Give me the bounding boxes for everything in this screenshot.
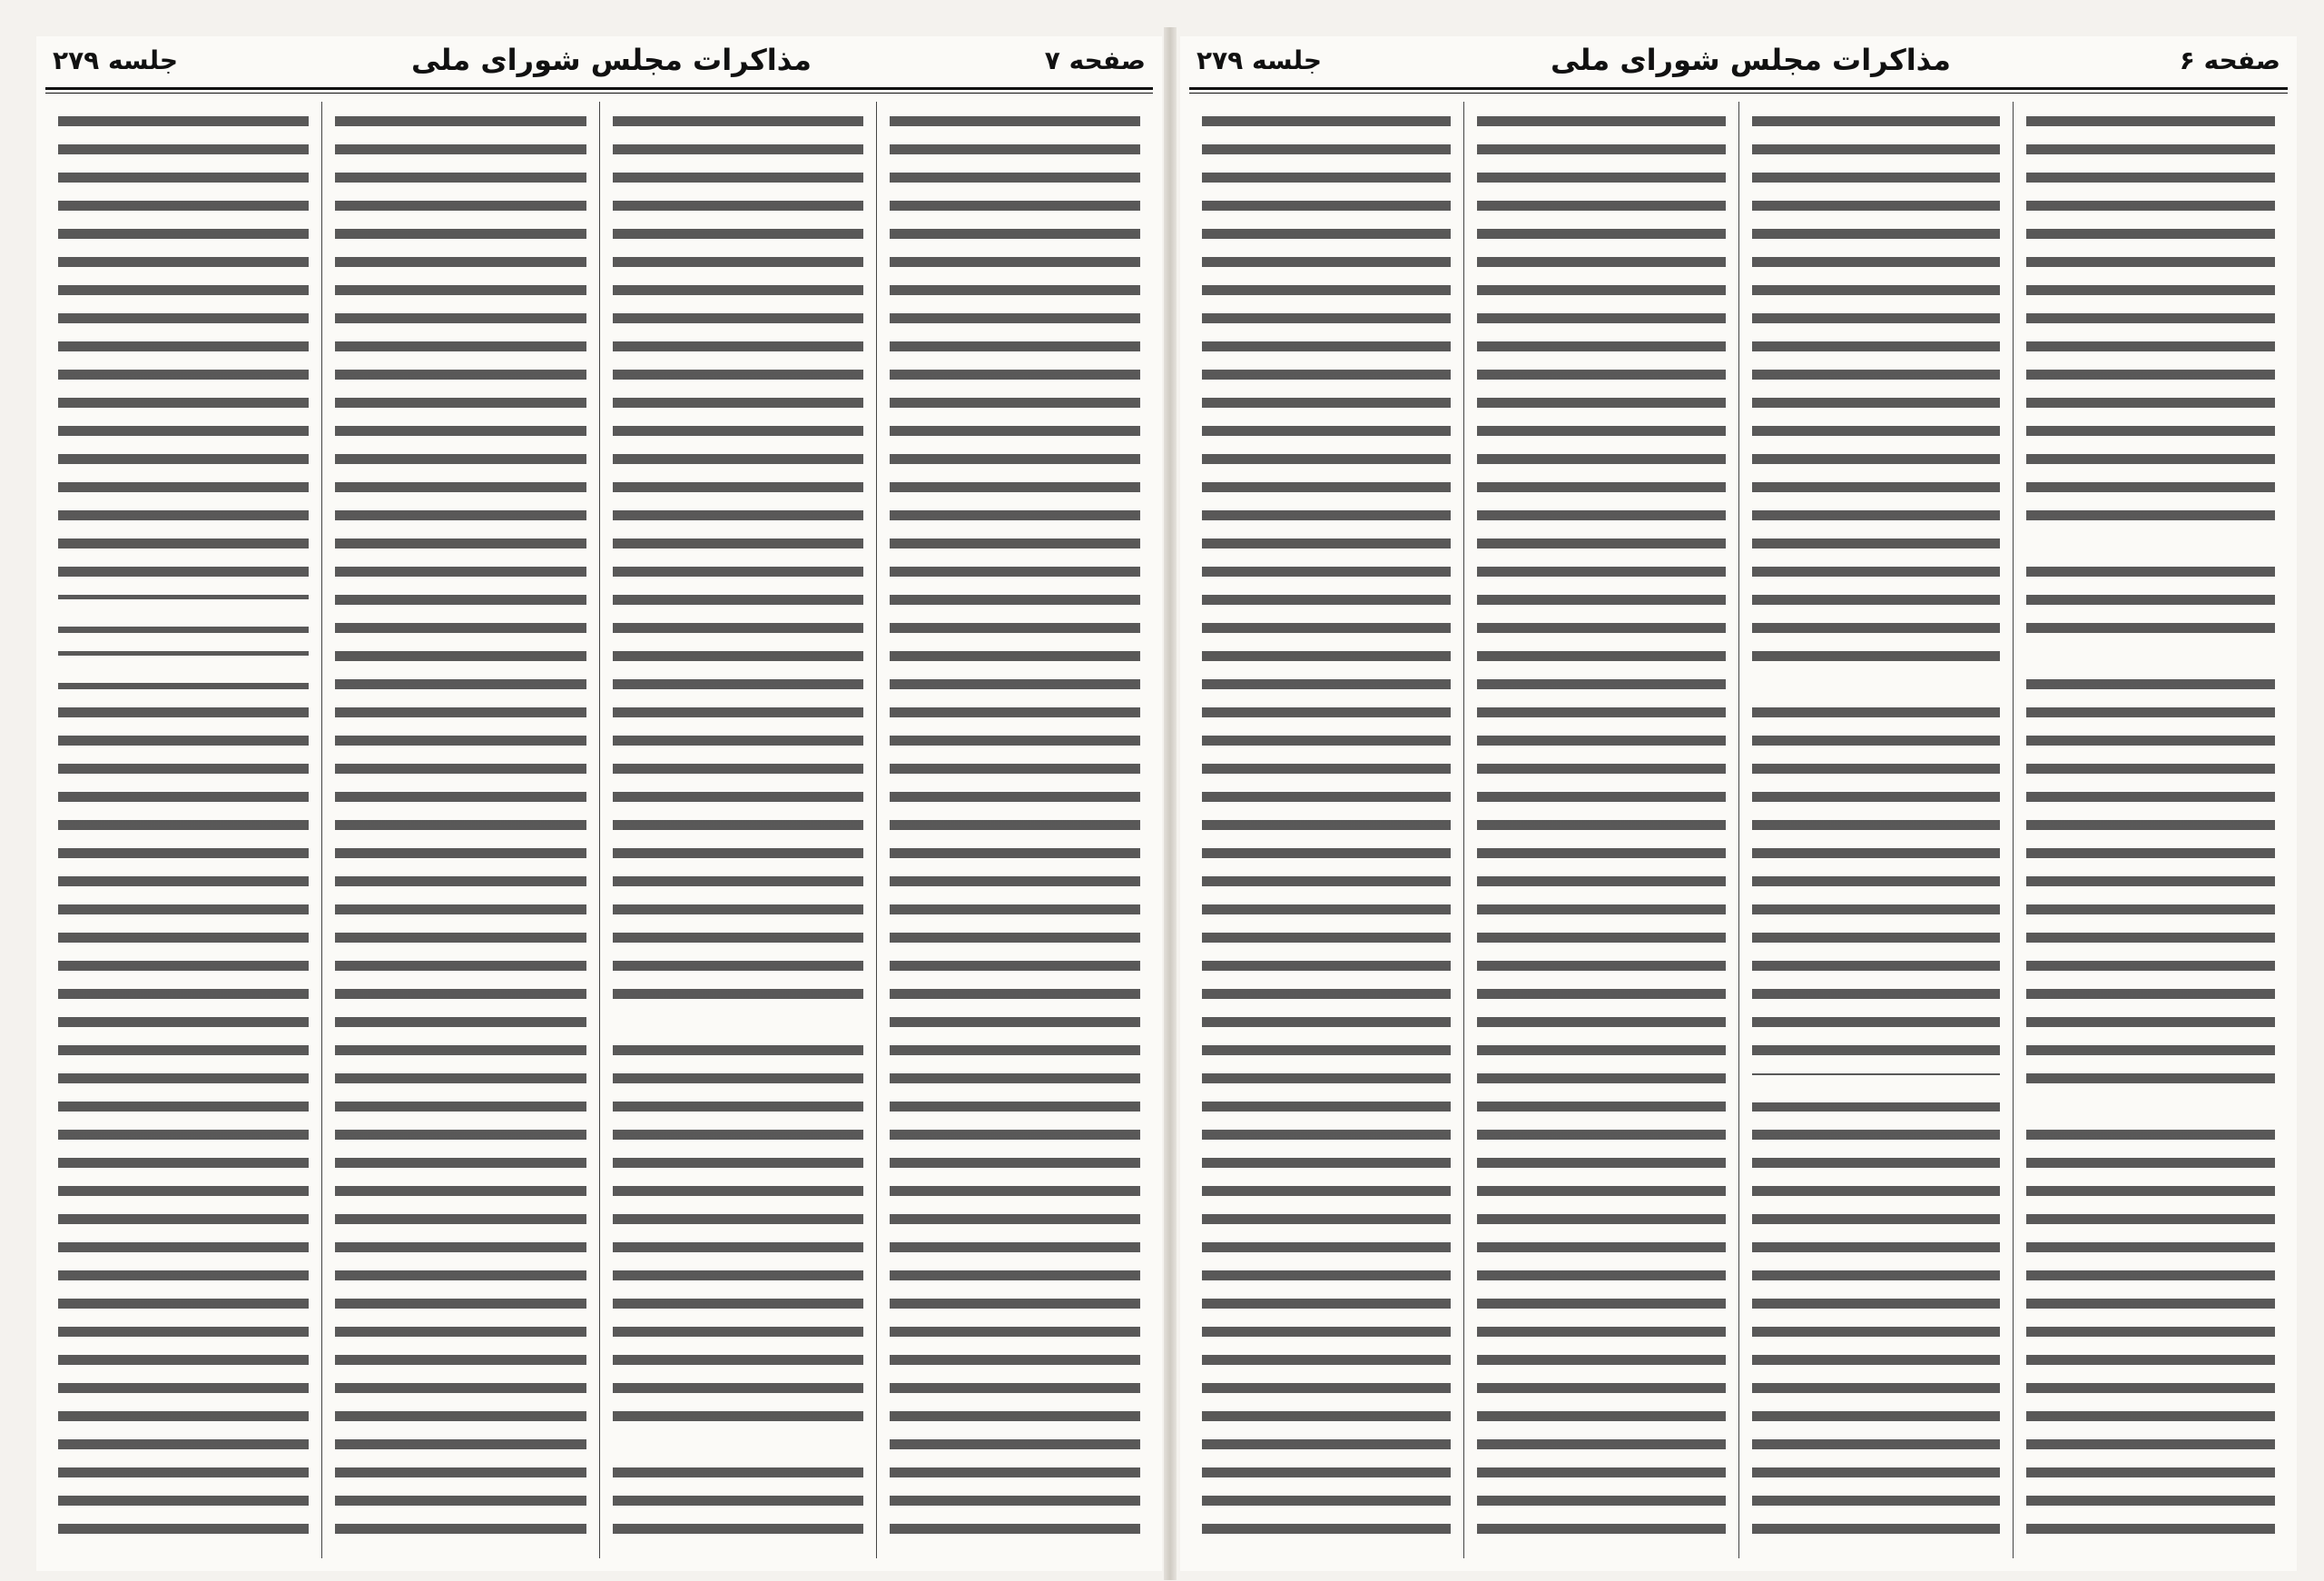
text-lines <box>1477 109 1726 1551</box>
section-heading <box>1752 1075 2001 1102</box>
right-column-3 <box>1464 102 1739 1558</box>
right-column-1 <box>2014 102 2288 1558</box>
text-lines <box>335 109 586 1551</box>
right-column-4 <box>1189 102 1464 1558</box>
column-text <box>1752 107 2001 143</box>
right-page-title: مذاکرات مجلس شورای ملی <box>1550 43 1951 77</box>
right-page <box>1180 36 2297 1571</box>
right-header-rule-thin <box>1189 93 2288 94</box>
text-lines <box>1202 109 1451 1551</box>
column-text <box>335 107 586 143</box>
column-text <box>1202 107 1451 143</box>
left-page-session: جلسه ۲۷۹ <box>53 44 179 75</box>
right-page-columns <box>1189 102 2288 1558</box>
left-header-rule-thin <box>45 93 1153 94</box>
column-text <box>613 107 863 143</box>
left-column-1 <box>877 102 1153 1558</box>
column-text <box>1477 107 1726 143</box>
section-heading <box>58 656 309 683</box>
right-page-number: صفحه ۶ <box>2179 44 2280 75</box>
right-page-header <box>1180 36 2297 84</box>
section-heading <box>2026 636 2275 663</box>
left-column-3 <box>322 102 599 1558</box>
section-heading <box>2026 1092 2275 1119</box>
text-lines <box>2026 109 2275 1551</box>
left-page-columns <box>45 102 1153 1558</box>
section-heading <box>2026 529 2275 556</box>
text-lines <box>1752 109 2001 1551</box>
left-page <box>36 36 1162 1571</box>
left-page-title: مذاکرات مجلس شورای ملی <box>410 43 812 77</box>
text-lines <box>890 109 1140 1551</box>
column-text <box>890 107 1140 143</box>
section-heading <box>1752 674 2001 701</box>
left-header-rule <box>45 87 1153 90</box>
text-lines <box>613 109 863 1551</box>
section-heading <box>58 599 309 627</box>
column-text <box>2026 107 2275 143</box>
right-header-rule <box>1189 87 2288 90</box>
text-lines <box>58 109 309 1551</box>
right-column-2 <box>1739 102 2014 1558</box>
left-column-4 <box>45 102 322 1558</box>
left-page-number: صفحه ۷ <box>1044 44 1146 75</box>
section-heading <box>613 1428 863 1455</box>
left-page-header <box>36 36 1162 84</box>
right-page-session: جلسه ۲۷۹ <box>1196 44 1323 75</box>
left-column-2 <box>600 102 877 1558</box>
spread-gutter <box>1164 27 1177 1580</box>
column-text <box>58 107 309 143</box>
section-heading <box>613 1017 863 1044</box>
